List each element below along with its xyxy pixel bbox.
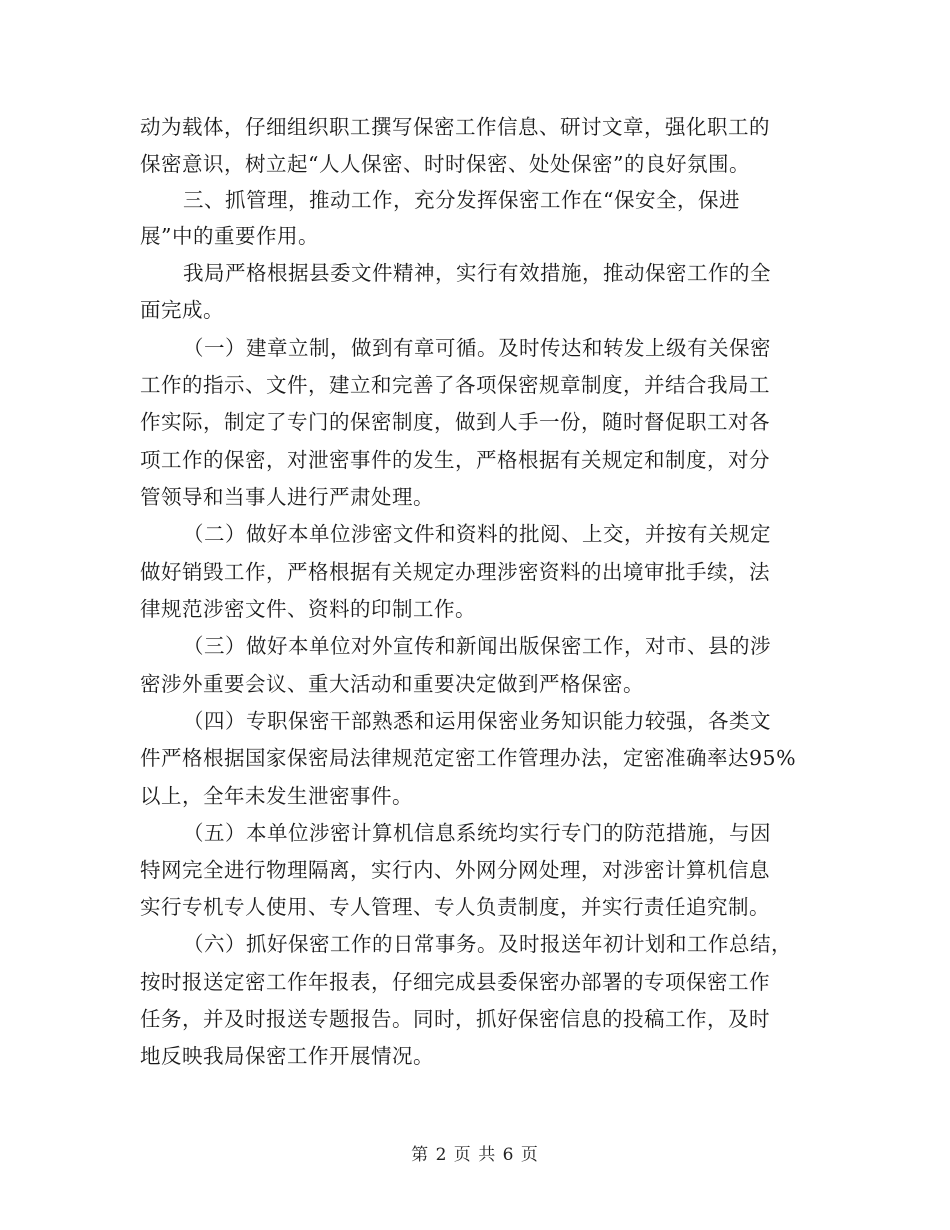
body-text-line: 密涉外重要会议、重大活动和重要决定做到严格保密。 bbox=[140, 672, 644, 696]
body-text-line: 项工作的保密，对泄密事件的发生，严格根据有关规定和制度，对分 bbox=[140, 448, 770, 472]
body-text-line: 实行专机专人使用、专人管理、专人负责制度，并实行责任追究制。 bbox=[140, 895, 770, 919]
body-text-line: 律规范涉密文件、资料的印制工作。 bbox=[140, 597, 476, 621]
body-text-line: 作实际，制定了专门的保密制度，做到人手一份，随时督促职工对各 bbox=[140, 410, 770, 434]
section-heading-line: 三、抓管理，推动工作，充分发挥保密工作在“保安全，保进 bbox=[183, 188, 740, 212]
body-text-line: 按时报送定密工作年报表，仔细完成县委保密办部署的专项保密工作 bbox=[140, 970, 770, 994]
body-text-line: 特网完全进行物理隔离，实行内、外网分网处理，对涉密计算机信息 bbox=[140, 858, 770, 882]
section-heading-line: 展”中的重要作用。 bbox=[140, 224, 319, 248]
body-text-line: 我局严格根据县委文件精神，实行有效措施，推动保密工作的全 bbox=[183, 261, 771, 285]
body-text-line: 任务，并及时报送专题报告。同时，抓好保密信息的投稿工作，及时 bbox=[140, 1007, 770, 1031]
body-text-line: 做好销毁工作，严格根据有关规定办理涉密资料的出境审批手续，法 bbox=[140, 560, 770, 584]
body-text-line: （六）抓好保密工作的日常事务。及时报送年初计划和工作总结， bbox=[183, 932, 792, 956]
body-text-line: 工作的指示、文件，建立和完善了各项保密规章制度，并结合我局工 bbox=[140, 373, 770, 397]
body-text-line: （五）本单位涉密计算机信息系统均实行专门的防范措施，与因 bbox=[183, 821, 771, 845]
body-text-line: 件严格根据国家保密局法律规范定密工作管理办法，定密准确率达95% bbox=[140, 746, 797, 770]
body-text-line: 面完成。 bbox=[140, 298, 224, 322]
body-text-line: （四）专职保密干部熟悉和运用保密业务知识能力较强，各类文 bbox=[183, 709, 771, 733]
page-number-footer: 第 2 页 共 6 页 bbox=[411, 1145, 539, 1165]
body-text-line: 以上，全年未发生泄密事件。 bbox=[140, 784, 413, 808]
body-text-line: （三）做好本单位对外宣传和新闻出版保密工作，对市、县的涉 bbox=[183, 634, 771, 658]
body-text-line: 地反映我局保密工作开展情况。 bbox=[140, 1044, 434, 1068]
body-text-line: 保密意识，树立起“人人保密、时时保密、处处保密”的良好氛围。 bbox=[140, 152, 750, 176]
body-text-line: （二）做好本单位涉密文件和资料的批阅、上交，并按有关规定 bbox=[183, 522, 771, 546]
body-text-line: 管领导和当事人进行严肃处理。 bbox=[140, 485, 434, 509]
body-text-line: （一）建章立制，做到有章可循。及时传达和转发上级有关保密 bbox=[183, 336, 771, 360]
body-text-line: 动为载体，仔细组织职工撰写保密工作信息、研讨文章，强化职工的 bbox=[140, 115, 770, 139]
